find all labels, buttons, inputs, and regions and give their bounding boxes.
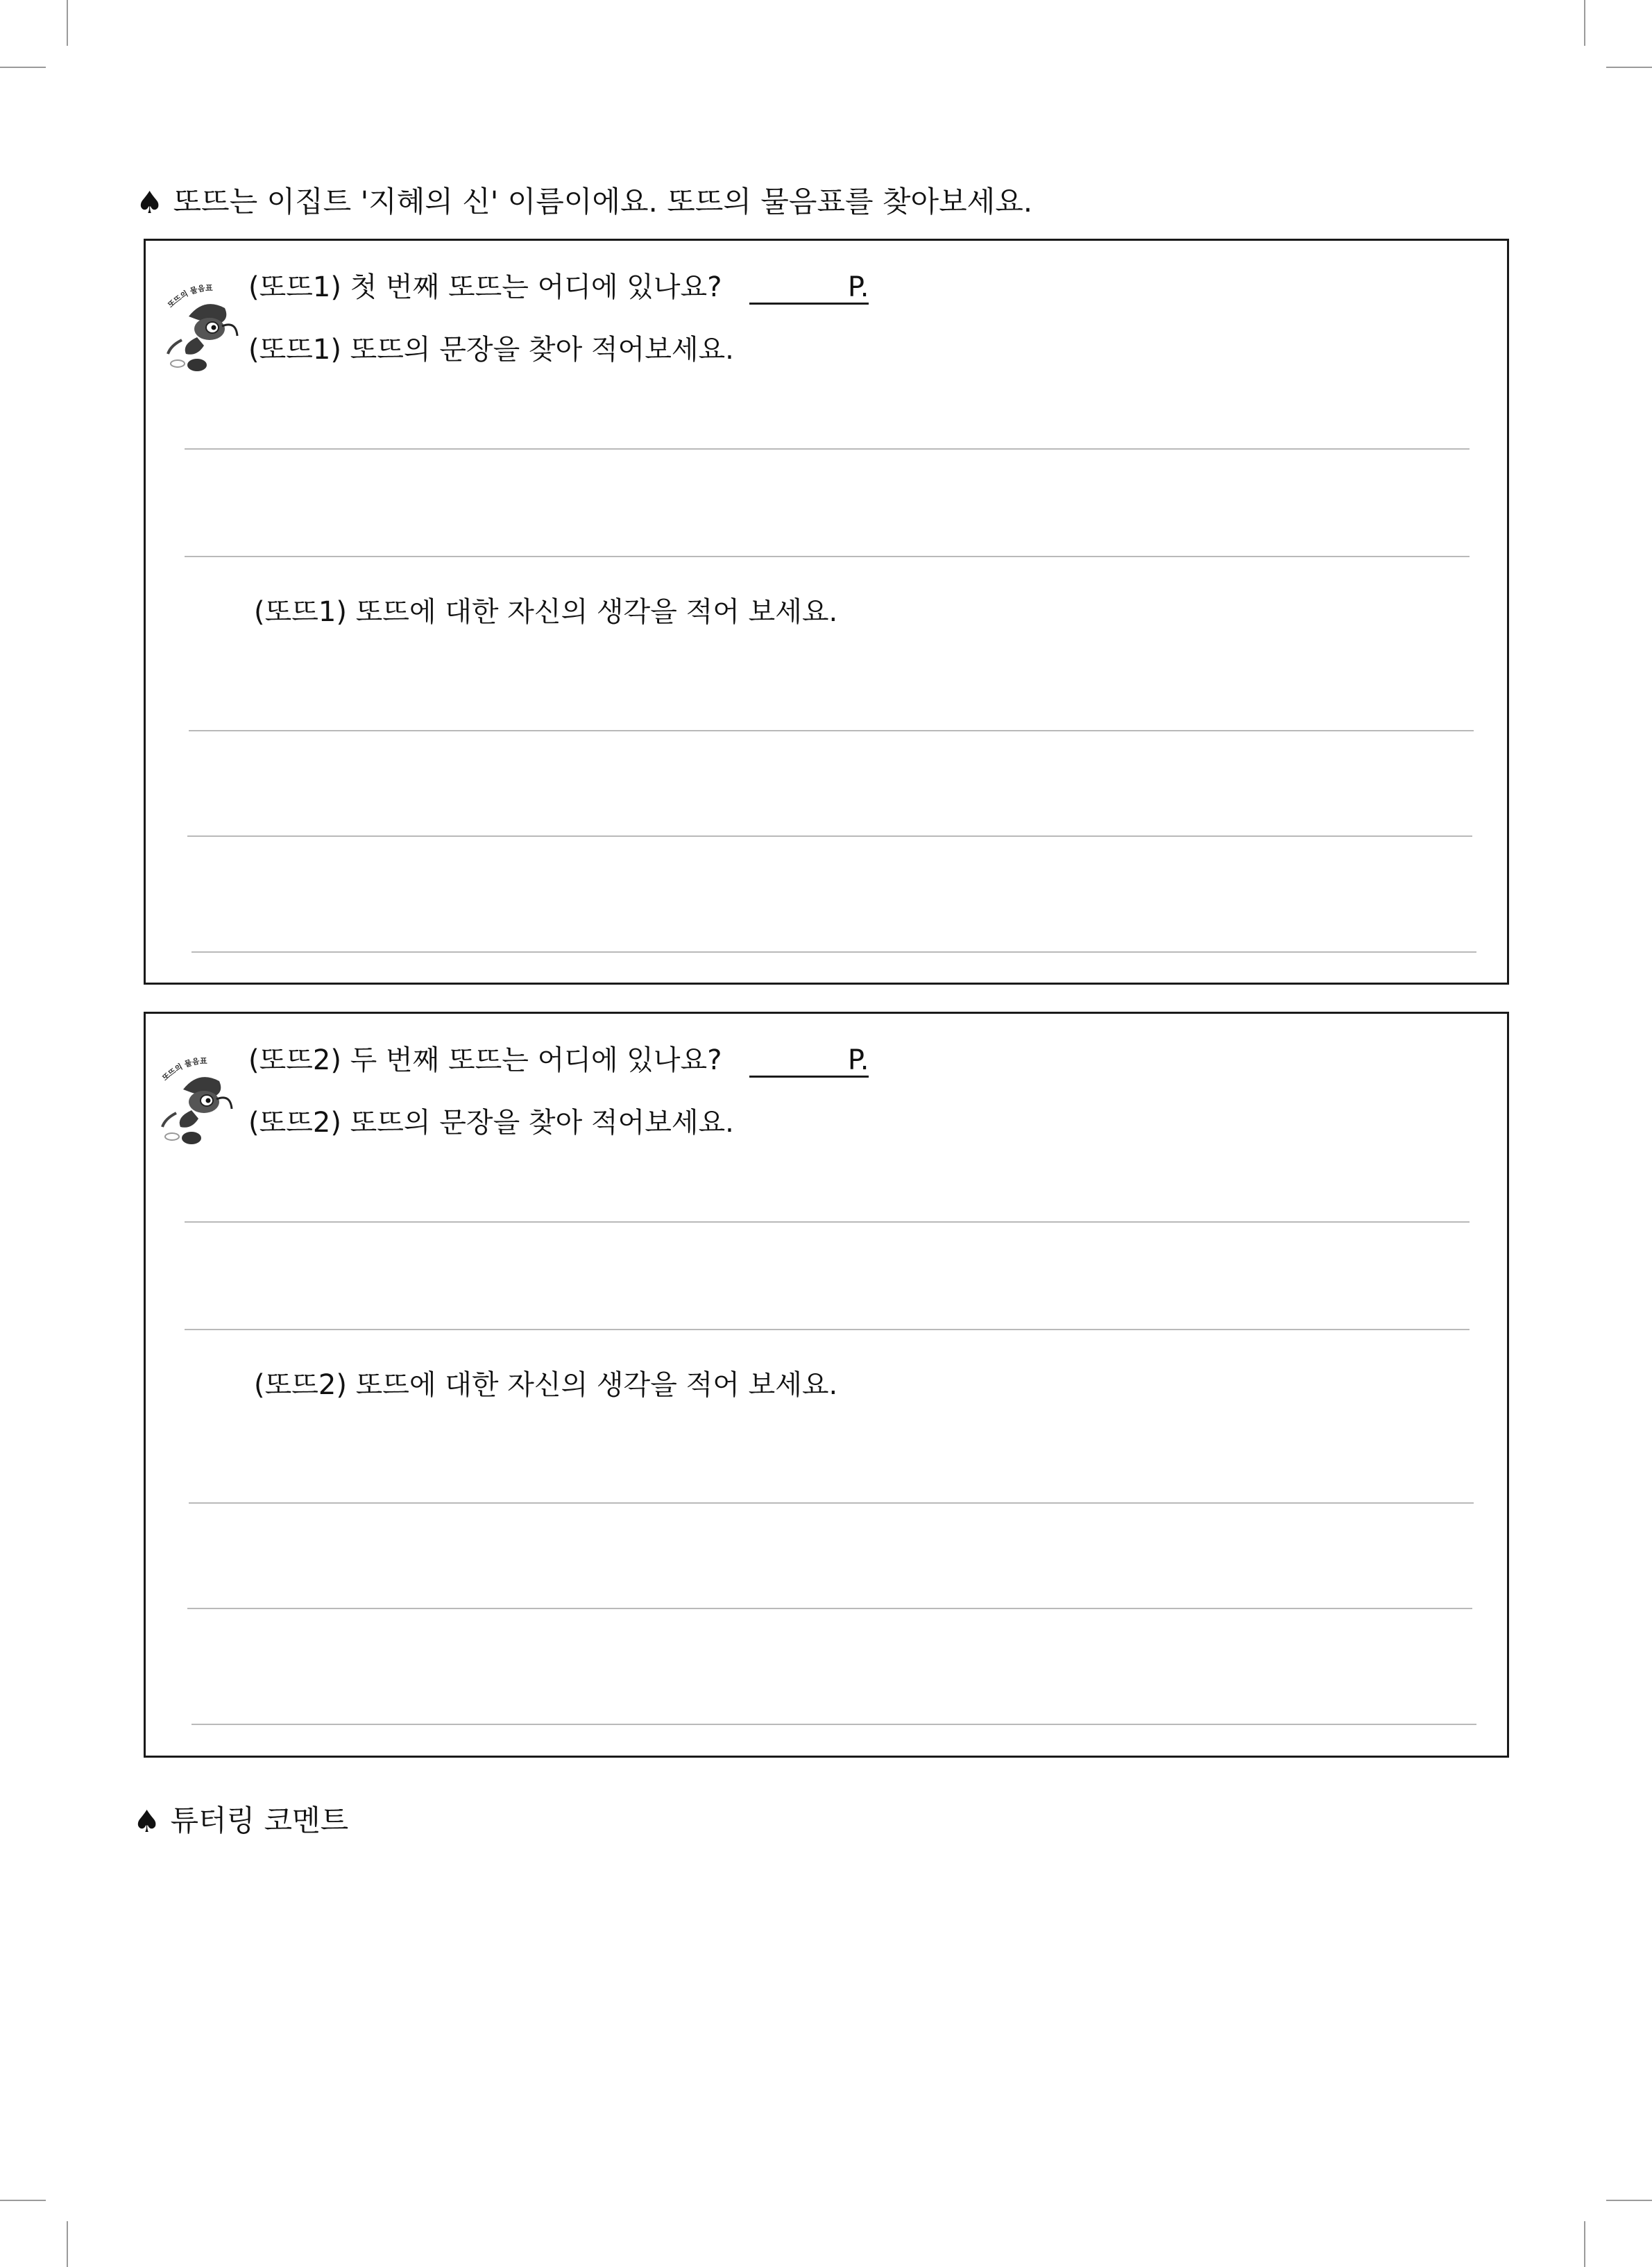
section-heading-text: 또뜨는 이집트 '지혜의 신' 이름이에요. 또뜨의 물음표를 찾아보세요. — [173, 185, 1033, 219]
question-page-text: (또뜨1) 첫 번째 또뜨는 어디에 있나요? — [248, 271, 722, 303]
question-page-1 — [248, 273, 869, 305]
mascot-icon — [161, 272, 250, 376]
question-sentence-2: (또뜨2) 또뜨의 문장을 찾아 적어보세요. — [248, 1107, 734, 1139]
writing-line[interactable] — [191, 1724, 1476, 1725]
question-sentence-1: (또뜨1) 또뜨의 문장을 찾아 적어보세요. — [248, 334, 734, 366]
writing-line[interactable] — [187, 1608, 1472, 1609]
crop-mark — [0, 2200, 46, 2201]
crop-mark — [1584, 0, 1585, 46]
crop-mark — [67, 0, 68, 46]
crop-mark — [1606, 2200, 1652, 2201]
question-thought-2: (또뜨2) 또뜨에 대한 자신의 생각을 적어 보세요. — [254, 1369, 838, 1401]
section-heading-tutoring — [133, 1803, 349, 1840]
writing-line[interactable] — [187, 835, 1472, 837]
crop-mark — [67, 2221, 68, 2267]
writing-line[interactable] — [185, 1329, 1470, 1330]
crop-mark — [0, 67, 46, 68]
writing-line[interactable] — [185, 556, 1470, 557]
mascot-icon — [155, 1045, 244, 1149]
writing-line[interactable] — [191, 951, 1476, 953]
writing-line[interactable] — [189, 1502, 1474, 1504]
section-heading-intro — [136, 187, 1032, 219]
question-thought-1: (또뜨1) 또뜨에 대한 자신의 생각을 적어 보세요. — [254, 596, 838, 628]
question-page-2 — [248, 1046, 869, 1078]
mascot-label: 또뜨의 물음표 — [166, 283, 213, 310]
page-number-blank[interactable] — [749, 1046, 869, 1078]
writing-line[interactable] — [189, 730, 1474, 731]
mascot-label: 또뜨의 물음표 — [160, 1056, 207, 1083]
writing-line[interactable] — [185, 448, 1470, 450]
page-suffix: P. — [847, 271, 869, 303]
crop-mark — [1584, 2221, 1585, 2267]
page-number-blank[interactable] — [749, 273, 869, 305]
writing-line[interactable] — [185, 1221, 1470, 1223]
section-heading-text: 튜터링 코멘트 — [170, 1803, 349, 1837]
question-page-text: (또뜨2) 두 번째 또뜨는 어디에 있나요? — [248, 1044, 722, 1076]
crop-mark — [1606, 67, 1652, 68]
page-suffix: P. — [847, 1044, 869, 1076]
spade-icon: ♠ — [133, 1804, 161, 1840]
spade-icon: ♠ — [136, 185, 164, 221]
